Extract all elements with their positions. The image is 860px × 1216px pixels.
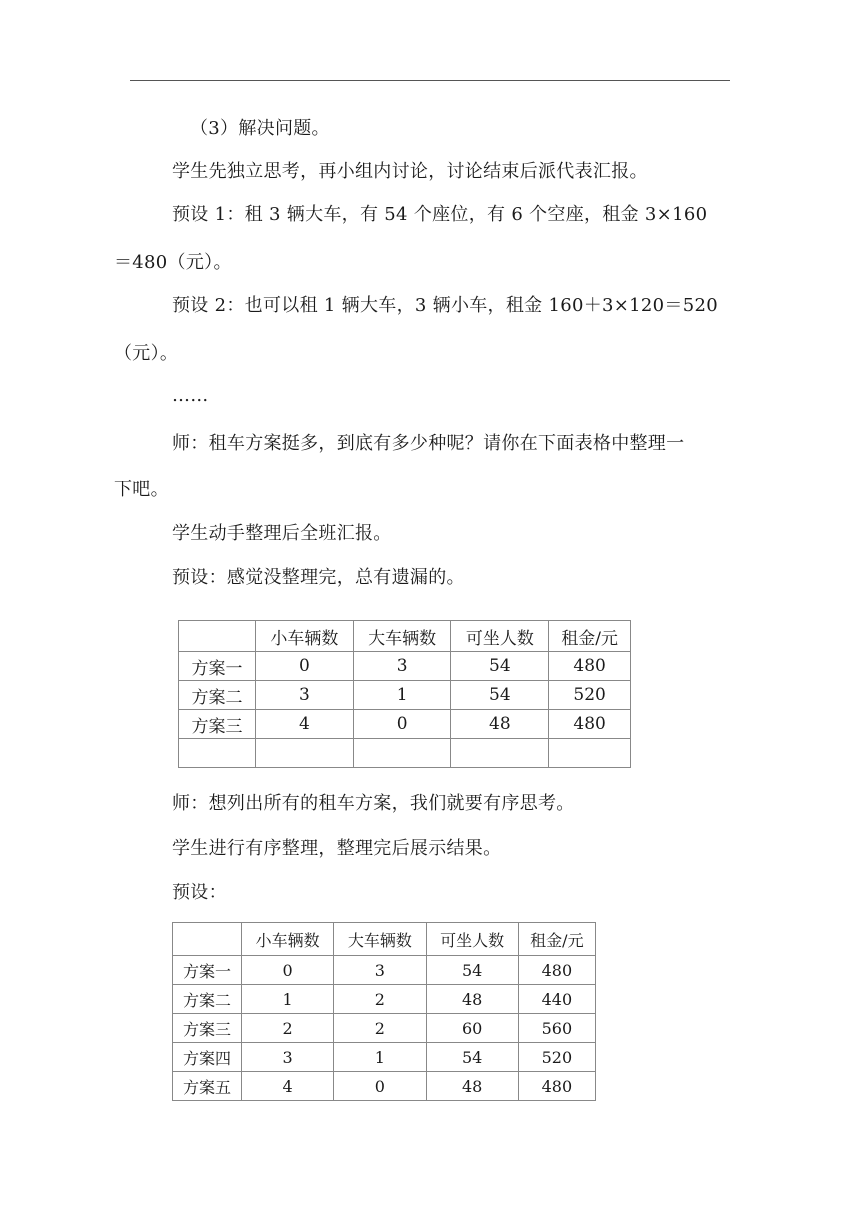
table-header-cell: 大车辆数 [334, 923, 426, 956]
table-row [179, 652, 631, 681]
table-cell: 54 [451, 652, 549, 681]
table-cell: 0 [256, 652, 354, 681]
header-rule [130, 80, 730, 81]
paragraph-continued: （元）。 [114, 343, 179, 364]
table-cell: 54 [426, 1043, 518, 1072]
paragraph: 学生进行有序整理，整理完后展示结果。 [172, 838, 502, 859]
table-row [173, 1072, 596, 1101]
paragraph: 预设： [172, 882, 227, 903]
row-label [179, 739, 256, 768]
paragraph: 学生动手整理后全班汇报。 [172, 523, 392, 544]
table-row [179, 710, 631, 739]
paragraph: 预设 2：也可以租 1 辆大车，3 辆小车，租金 160＋3×120＝520 [172, 295, 718, 316]
table-row [173, 1043, 596, 1072]
table-header-cell: 租金/元 [549, 621, 631, 652]
row-label: 方案三 [179, 710, 256, 739]
table-cell [549, 739, 631, 768]
paragraph: 预设：感觉没整理完，总有遗漏的。 [172, 567, 465, 588]
row-label: 方案一 [179, 652, 256, 681]
row-label: 方案一 [173, 956, 242, 985]
table-cell: 520 [518, 1043, 595, 1072]
table-cell: 0 [353, 710, 451, 739]
table-header-cell: 租金/元 [518, 923, 595, 956]
table-header-row [179, 621, 631, 652]
table-cell: 60 [426, 1014, 518, 1043]
table-cell: 1 [334, 1043, 426, 1072]
table-cell: 3 [353, 652, 451, 681]
table-header-row [173, 923, 596, 956]
table-cell: 4 [242, 1072, 334, 1101]
table-cell [451, 739, 549, 768]
table-cell: 440 [518, 985, 595, 1014]
section-heading: （3）解决问题。 [190, 118, 330, 139]
table-header-cell: 大车辆数 [353, 621, 451, 652]
paragraph-continued: 下吧。 [114, 479, 169, 500]
table-cell: 2 [334, 985, 426, 1014]
table-header-cell [173, 923, 242, 956]
table-cell: 0 [334, 1072, 426, 1101]
table-cell: 2 [334, 1014, 426, 1043]
table-cell: 3 [334, 956, 426, 985]
table-cell: 480 [549, 710, 631, 739]
table-header-cell: 可坐人数 [426, 923, 518, 956]
table-cell [256, 739, 354, 768]
table-cell: 3 [256, 681, 354, 710]
table-header-cell: 小车辆数 [256, 621, 354, 652]
table-cell: 48 [451, 710, 549, 739]
row-label: 方案五 [173, 1072, 242, 1101]
table-header-cell: 小车辆数 [242, 923, 334, 956]
table-row [173, 985, 596, 1014]
table-cell: 560 [518, 1014, 595, 1043]
table-cell: 480 [518, 1072, 595, 1101]
table-cell: 0 [242, 956, 334, 985]
table-cell: 480 [518, 956, 595, 985]
table-row-empty [179, 739, 631, 768]
paragraph: 师：租车方案挺多，到底有多少种呢？请你在下面表格中整理一 [172, 433, 685, 454]
table-cell: 4 [256, 710, 354, 739]
table-row [173, 956, 596, 985]
table-cell: 480 [549, 652, 631, 681]
rental-plan-table-partial [178, 620, 631, 768]
row-label: 方案三 [173, 1014, 242, 1043]
paragraph: 预设 1：租 3 辆大车，有 54 个座位，有 6 个空座，租金 3×160 [172, 204, 708, 225]
paragraph: 师：想列出所有的租车方案，我们就要有序思考。 [172, 793, 575, 814]
table-cell: 2 [242, 1014, 334, 1043]
row-label: 方案二 [173, 985, 242, 1014]
row-label: 方案四 [173, 1043, 242, 1072]
rental-plan-table-complete [172, 922, 596, 1101]
table-cell: 54 [451, 681, 549, 710]
table-cell: 48 [426, 1072, 518, 1101]
table-row [173, 1014, 596, 1043]
table-cell [353, 739, 451, 768]
row-label: 方案二 [179, 681, 256, 710]
paragraph: 学生先独立思考，再小组内讨论，讨论结束后派代表汇报。 [172, 161, 648, 182]
table-cell: 48 [426, 985, 518, 1014]
table-row [179, 681, 631, 710]
table-cell: 3 [242, 1043, 334, 1072]
ellipsis: …… [172, 385, 209, 406]
table-header-cell [179, 621, 256, 652]
paragraph-continued: ＝480（元）。 [114, 252, 232, 273]
table-cell: 1 [242, 985, 334, 1014]
table-cell: 54 [426, 956, 518, 985]
table-header-cell: 可坐人数 [451, 621, 549, 652]
table-cell: 520 [549, 681, 631, 710]
table-cell: 1 [353, 681, 451, 710]
